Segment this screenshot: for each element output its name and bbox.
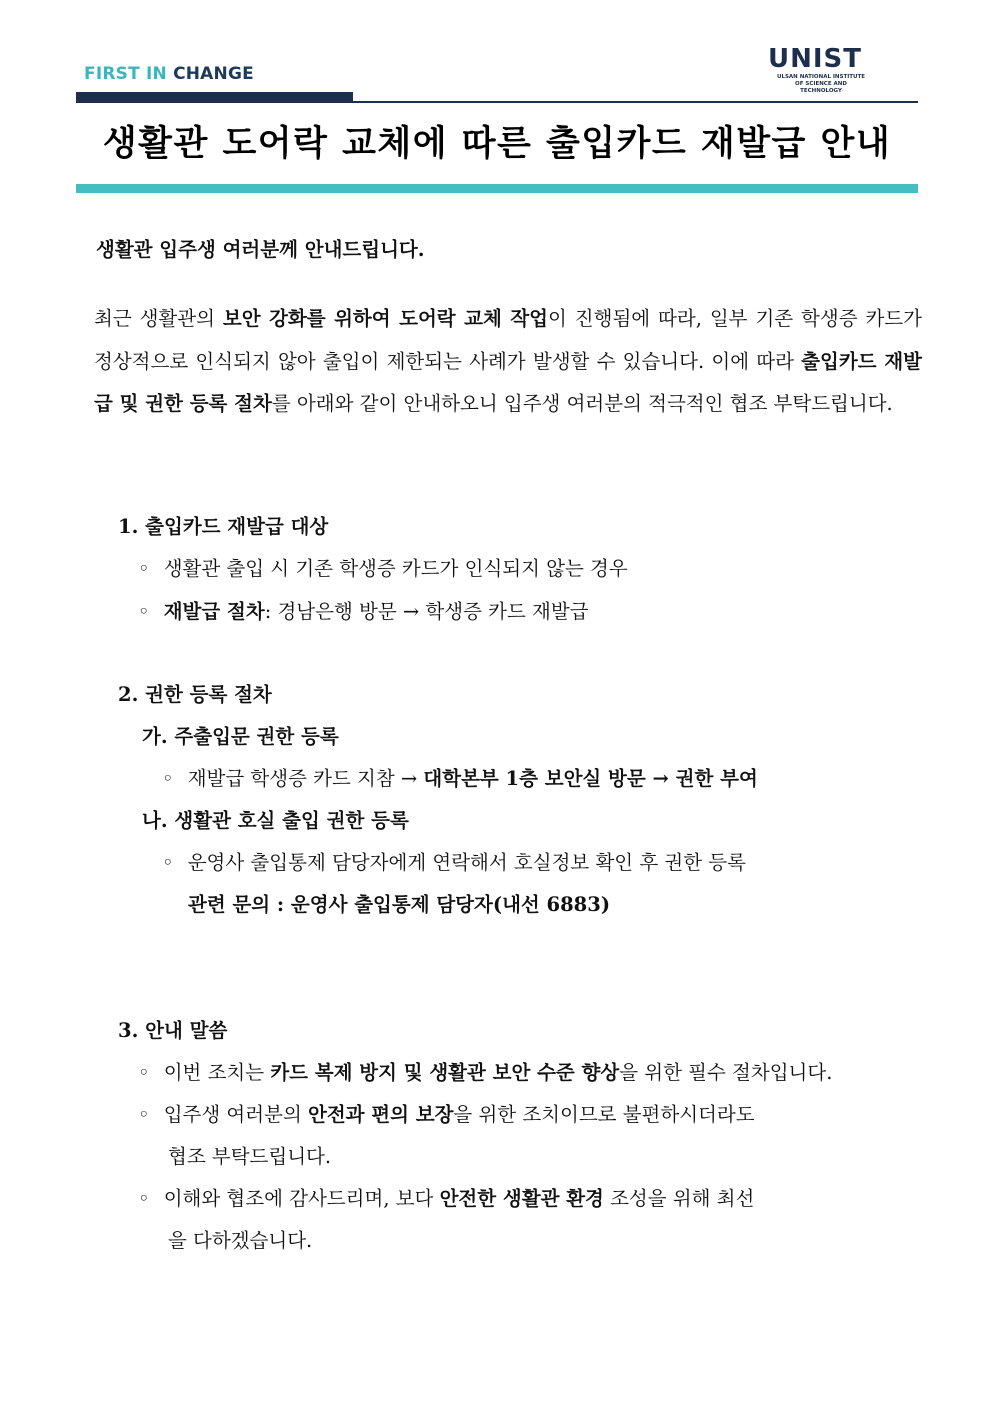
section1-item-2-text: : 경남은행 방문 → 학생증 카드 재발급 bbox=[264, 600, 589, 623]
section2-sub-b-item bbox=[162, 847, 746, 875]
section3-heading: 3. 안내 말씀 bbox=[118, 1019, 228, 1042]
greeting: 생활관 입주생 여러분께 안내드립니다. bbox=[96, 238, 425, 261]
section1-item-1-text: 생활관 출입 시 기존 학생증 카드가 인식되지 않는 경우 bbox=[163, 557, 628, 580]
section2-sub-b: 나. 생활관 호실 출입 권한 등록 bbox=[142, 809, 409, 832]
section3-item-2-cont: 협조 부탁드립니다. bbox=[168, 1145, 332, 1168]
sub-a-item-bold: 대학본부 1층 보안실 방문 → 권한 부여 bbox=[423, 767, 758, 790]
section1-heading: 1. 출입카드 재발급 대상 bbox=[118, 515, 329, 538]
intro-text-3: 를 아래와 같이 안내하오니 입주생 여러분의 적극적인 협조 부탁드립니다. bbox=[271, 392, 893, 416]
contact-info: 관련 문의 : 운영사 출입통제 담당자(내선 6883) bbox=[188, 893, 611, 916]
s3-item2-bold: 안전과 편의 보장 bbox=[307, 1103, 454, 1126]
s3-item3-text-a: 이해와 협조에 감사드리며, 보다 bbox=[163, 1187, 440, 1210]
section1-item-2-bold: 재발급 절차 bbox=[163, 600, 265, 623]
section2-sub-a: 가. 주출입문 권한 등록 bbox=[142, 725, 339, 748]
logo-wordmark: UNIST bbox=[768, 44, 863, 74]
page-title: 생활관 도어락 교체에 따른 출입카드 재발급 안내 bbox=[102, 124, 892, 164]
sub-a-item-text: 재발급 학생증 카드 지참 → bbox=[187, 767, 424, 790]
s3-item2-text-a: 입주생 여러분의 bbox=[163, 1103, 308, 1126]
bullet-icon: ◦ bbox=[138, 1103, 150, 1126]
bullet-icon: ◦ bbox=[162, 851, 174, 874]
intro-bold-1: 보안 강화를 위하여 도어락 교체 작업 bbox=[222, 307, 549, 330]
bullet-icon: ◦ bbox=[138, 1187, 150, 1210]
bullet-icon: ◦ bbox=[138, 600, 150, 623]
section3-item-2 bbox=[138, 1099, 755, 1127]
section3-item-1 bbox=[138, 1057, 832, 1085]
s3-item1-bold: 카드 복제 방지 및 생활관 보안 수준 향상 bbox=[270, 1061, 620, 1084]
header-rule-thin bbox=[76, 101, 918, 103]
logo-subtitle: ULSAN NATIONAL INSTITUTE OF SCIENCE AND TECHNOLOGY bbox=[776, 74, 866, 94]
section1-item-2 bbox=[138, 596, 589, 624]
section1-item-1 bbox=[138, 553, 628, 581]
bullet-icon: ◦ bbox=[162, 767, 174, 790]
intro-paragraph bbox=[94, 298, 922, 426]
s3-item3-text-c: 조성을 위해 최선 bbox=[603, 1187, 755, 1210]
s3-item1-text-c: 을 위한 필수 절차입니다. bbox=[619, 1061, 833, 1084]
intro-bold-2: 출입카드 재발급 및 권한 등록 절차 bbox=[94, 349, 922, 416]
section3-item-3-cont: 을 다하겠습니다. bbox=[168, 1229, 313, 1252]
s3-item1-text-a: 이번 조치는 bbox=[163, 1061, 271, 1084]
sub-b-item-text: 운영사 출입통제 담당자에게 연락해서 호실정보 확인 후 권한 등록 bbox=[187, 851, 746, 874]
section3-item-3 bbox=[138, 1183, 754, 1211]
s3-item2-text-c: 을 위한 조치이므로 불편하시더라도 bbox=[453, 1103, 755, 1126]
s3-item3-bold: 안전한 생활관 환경 bbox=[439, 1187, 604, 1210]
title-underline-bar bbox=[76, 184, 918, 193]
bullet-icon: ◦ bbox=[138, 1061, 150, 1084]
intro-text-2: 이 진행됨에 따라, 일부 기존 학생증 카드가 정상적으로 인식되지 않아 출입이 제한되는 사례가 발생할 수 있습니다. 이에 따라 bbox=[94, 307, 922, 373]
tagline-change: CHANGE bbox=[173, 64, 254, 84]
bullet-icon: ◦ bbox=[138, 557, 150, 580]
intro-text-1: 최근 생활관의 bbox=[94, 307, 223, 330]
section2-heading: 2. 권한 등록 절차 bbox=[118, 683, 272, 706]
section2-sub-a-item bbox=[162, 763, 758, 791]
tagline bbox=[84, 64, 254, 84]
tagline-first-in: FIRST IN bbox=[84, 64, 167, 84]
unist-logo bbox=[768, 44, 868, 94]
